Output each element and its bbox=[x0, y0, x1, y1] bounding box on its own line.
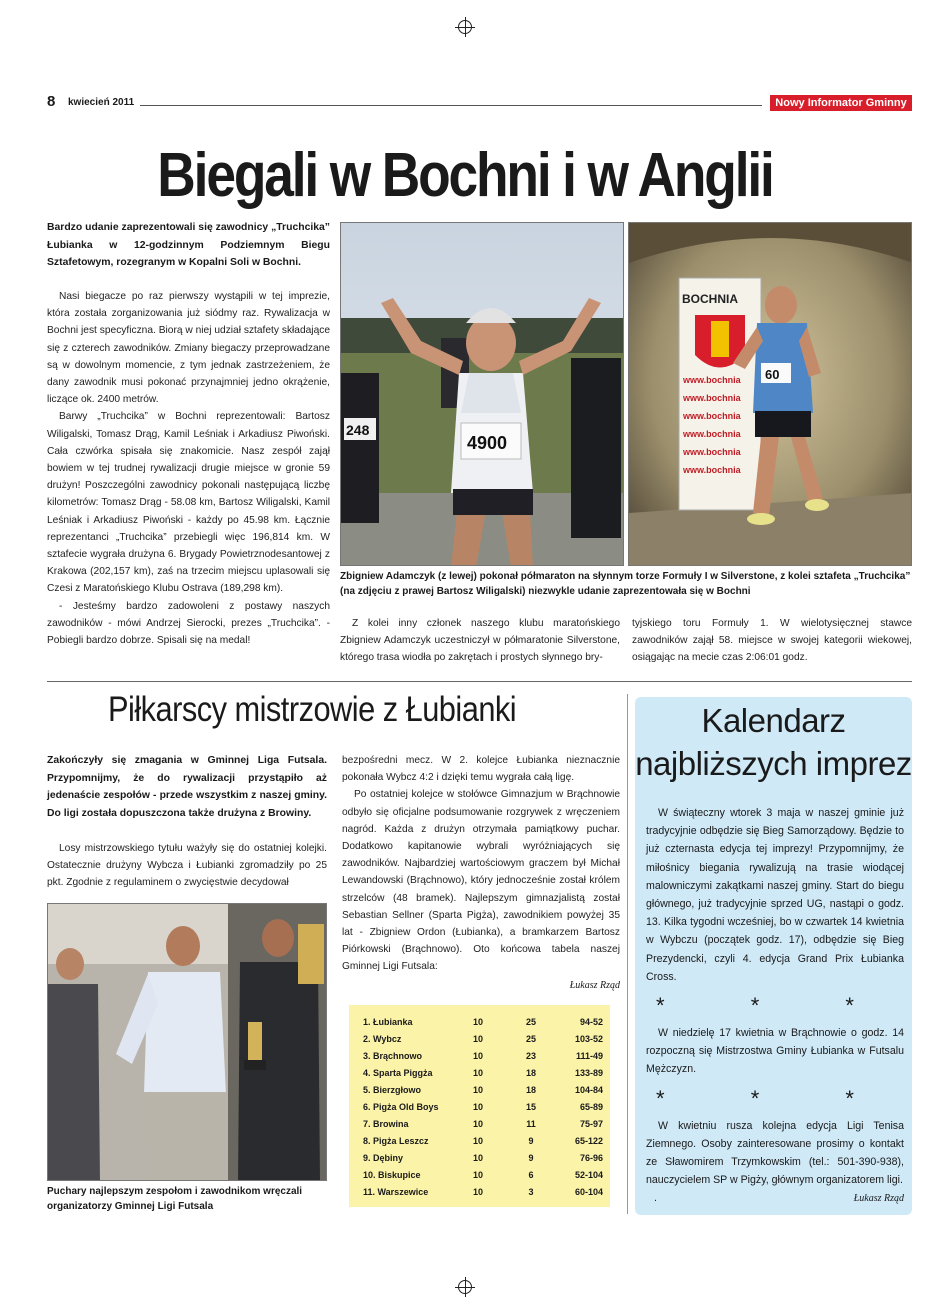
article-title-running: Biegali w Bochni i w Anglii bbox=[157, 141, 773, 210]
runner-bib-mine: 60 bbox=[765, 367, 780, 382]
paragraph: Barwy „Truchcika” w Bochni reprezentowali: Bartosz Wiligalski, Tomasz Drąg, Kamil Leśniak i Arkadiusz Piwoński. Cała czwórka spisała się znakomicie. Nasz zespół zajął bowiem w tej trudnej rywalizacji drugie miejsce w gronie 59 drużyn! Poszczególni zawodnicy pokonali następującą liczbę kilometrów: Tomasz Drąg - 58.08 km, Bartosz Wiligalski, Kamil Leśniak i Arkadiusz Piwoński - każdy po 45.98 km. Łącznie reprezentanci „Truchcika” przebiegli więc 196,814 km. W sztafecie wygrała drużyna 6. Brygady Powietrznodesantowej z Krakowa (202,157 km), zaś na trzecim miejscu uplasowali się Czesi z Maratońskiego Klubu Ostrava (189,298 km). bbox=[47, 411, 330, 595]
stars-separator: * * * bbox=[656, 1085, 894, 1111]
points: 18 bbox=[525, 1084, 536, 1095]
league-table-row bbox=[363, 1064, 603, 1081]
article-body-running bbox=[47, 288, 330, 649]
league-table-row bbox=[363, 1013, 603, 1030]
league-table-row bbox=[363, 1150, 603, 1167]
matches-played: 10 bbox=[473, 1187, 484, 1198]
publication-brand: Nowy Informator Gminny bbox=[770, 95, 912, 111]
paragraph: tyjskiego toru Formuły 1. W wielotysięcznej stawce zawodników zajął 58. miejsce w swojej kategorii wiekowej, osiągając na mecie czas 2:06:01 godz. bbox=[632, 618, 912, 664]
banner-url: www.bochnia bbox=[683, 429, 741, 439]
section-divider bbox=[47, 681, 912, 682]
goal-ratio: 111-49 bbox=[575, 1050, 603, 1061]
goal-ratio: 65-89 bbox=[579, 1102, 603, 1113]
goal-ratio: 133-89 bbox=[574, 1067, 603, 1078]
points: 15 bbox=[525, 1102, 536, 1113]
header-rule bbox=[140, 105, 762, 106]
calendar-dot: . bbox=[654, 1192, 657, 1205]
matches-played: 10 bbox=[473, 1050, 484, 1061]
calendar-title-line1: Kalendarz bbox=[701, 702, 846, 739]
goal-ratio: 94-52 bbox=[579, 1016, 603, 1027]
goal-ratio: 103-52 bbox=[574, 1033, 603, 1044]
team-name: 11. Warszewice bbox=[363, 1187, 429, 1198]
calendar-body bbox=[646, 804, 904, 1207]
photo-futsal-awards bbox=[47, 903, 327, 1181]
banner-url: www.bochnia bbox=[683, 411, 741, 421]
matches-played: 10 bbox=[473, 1016, 484, 1027]
matches-played: 10 bbox=[473, 1102, 484, 1113]
team-name: 1. Łubianka bbox=[363, 1016, 413, 1027]
calendar-box bbox=[635, 697, 912, 1215]
goal-ratio: 104-84 bbox=[574, 1084, 603, 1095]
calendar-item-run: W świąteczny wtorek 3 maja w naszej gminie już tradycyjnie odbędzie się Bieg Samorządowy. Będzie to już czternasta edycja tej imprezy! Przypomnijmy, że miłośnicy biegania rywalizują na trasie wiodącej malowniczymi zakątkami naszej gminy. Start do biegu głównego, już tradycyjnie sprzed UG, nastąpi o godz. 13. Kilka tygodni wcześniej, bo w czwartek 14 kwietnia w Wybczu (początek godz. 17), odbędzie się Bieg Prezydencki, czyli 4. edycja Grand Prix Łubianka Cross. bbox=[646, 807, 904, 983]
matches-played: 10 bbox=[473, 1153, 484, 1164]
team-name: 8. Pigża Leszcz bbox=[363, 1136, 429, 1147]
goal-ratio: 65-122 bbox=[574, 1136, 603, 1147]
team-name: 5. Bierzgłowo bbox=[363, 1084, 422, 1095]
league-table-row bbox=[363, 1184, 603, 1201]
article-lead-football: Zakończyły się zmagania w Gminnej Liga Futsala. Przypomnijmy, że do rywalizacji przystąpiło aż jedenaście zespołów - przede wszystkim z naszej gminy. Do ligi została dopuszczona także drużyna z Browiny. bbox=[47, 755, 327, 819]
runner-bib-left: 248 bbox=[346, 422, 370, 438]
league-table-row bbox=[363, 1133, 603, 1150]
banner-url: www.bochnia bbox=[683, 375, 741, 385]
team-name: 6. Pigża Old Boys bbox=[363, 1102, 439, 1113]
photo-marathon-runners-image bbox=[341, 223, 624, 566]
calendar-title-line2: najbliższych imprez bbox=[635, 745, 912, 782]
goal-ratio: 76-96 bbox=[579, 1153, 603, 1164]
photo-salt-mine-run-image bbox=[629, 223, 912, 566]
paragraph: Nasi biegacze po raz pierwszy wystąpili w tej imprezie, która została zorganizowania już siódmy raz. Rywalizacja w Bochni jest specyficzna. Biorą w niej udział sztafety składające się z czterech zawodników. Zmiany biegaczy przeprowadzane są w dowolnym momencie, z tym jednak zastrzeżeniem, że dany zawodnik musi pokonać przynajmniej jedno okrążenie, liczące ok. 2400 metrów. bbox=[47, 291, 330, 406]
article-lead-running: Bardzo udanie zaprezentowali się zawodnicy „Truchcika” Łubianka w 12-godzinnym Podziemnym Biegu Sztafetowym, rozegranym w Kopalni Soli w Bochni. bbox=[47, 222, 330, 268]
matches-played: 10 bbox=[473, 1067, 484, 1078]
matches-played: 10 bbox=[473, 1119, 484, 1130]
page-number: 8 bbox=[47, 93, 56, 110]
matches-played: 10 bbox=[473, 1084, 484, 1095]
league-table-row bbox=[363, 1030, 603, 1047]
calendar-item-futsal: W niedzielę 17 kwietnia w Brąchnowie o godz. 14 rozpoczną się Mistrzostwa Gminy Łubianka w Futsalu Mężczyzn. bbox=[646, 1027, 904, 1076]
league-table-row bbox=[363, 1098, 603, 1115]
article-title-football: Piłkarscy mistrzowie z Łubianki bbox=[108, 690, 517, 729]
photo-marathon-runners bbox=[340, 222, 624, 566]
article-body-football bbox=[47, 840, 327, 892]
banner-url: www.bochnia bbox=[683, 465, 741, 475]
article-body-running-cont1 bbox=[340, 615, 620, 667]
goal-ratio: 75-97 bbox=[579, 1119, 603, 1130]
paragraph: - Jesteśmy bardzo zadowoleni z postawy naszych zawodników - mówi Andrzej Sierocki, prezes „Truchcika”. - Pobiegli bardzo dobrze. Spisali się na medal! bbox=[47, 600, 330, 647]
points: 11 bbox=[526, 1119, 536, 1130]
matches-played: 10 bbox=[473, 1170, 484, 1181]
banner-url: www.bochnia bbox=[683, 393, 741, 403]
registration-mark-bottom bbox=[458, 1280, 472, 1294]
paragraph: Losy mistrzowskiego tytułu ważyły się do ostatniej kolejki. Ostatecznie drużyny Wybcza i Łubianki zgromadziły po 25 pkt. Zgodnie z regulaminem o zwycięstwie decydował bbox=[47, 843, 327, 889]
team-name: 9. Dębiny bbox=[363, 1153, 404, 1164]
goal-ratio: 60-104 bbox=[574, 1187, 603, 1198]
photo-caption-football: Puchary najlepszym zespołom i zawodnikom wręczali organizatorzy Gminnej Ligi Futsala bbox=[47, 1186, 303, 1212]
points: 9 bbox=[528, 1153, 534, 1164]
banner-title: BOCHNIA bbox=[682, 292, 738, 306]
league-table-row bbox=[363, 1116, 603, 1133]
league-table-row bbox=[363, 1047, 603, 1064]
team-name: 2. Wybcz bbox=[363, 1033, 402, 1044]
photo-salt-mine-run bbox=[628, 222, 912, 566]
article-body-running-cont2 bbox=[632, 615, 912, 667]
team-name: 7. Browina bbox=[363, 1119, 409, 1130]
banner-url: www.bochnia bbox=[683, 447, 741, 457]
column-divider bbox=[627, 694, 628, 1214]
registration-mark-top bbox=[458, 20, 472, 34]
paragraph: Po ostatniej kolejce w stołówce Gimnazjum w Brąchnowie odbyło się oficjalne podsumowanie rozgrywek z wręczeniem nagród. Każda z drużyn otrzymała pamiątkowy puchar. Dodatkowo kapitanowie wybrali wyróżniających się zawodników. Najbardziej wartościowym graczem był Michał Lewandowski (Brąchnowo), który jednocześnie został królem strzelców (48 bramek). Najlepszym gimnazjalistą został Sebastian Sellner (Sparta Pigża), zawodnikiem powyżej 35 lat - Zbigniew Ordon (Łubianka), a bramkarzem Bartosz Piórkowski (Brąchnowo). Oto końcowa tabela naszej Gminnej Ligi Futsala: bbox=[342, 789, 620, 973]
points: 25 bbox=[525, 1033, 536, 1044]
points: 9 bbox=[528, 1136, 534, 1147]
points: 23 bbox=[525, 1050, 536, 1061]
calendar-item-tennis: W kwietniu rusza kolejna edycja Ligi Tenisa Ziemnego. Osoby zainteresowane prosimy o kontakt ze Sławomirem Trzymkowskim (tel.: 501-390-938), nauczycielem SP w Pigży, głównym organizatorem ligi. bbox=[646, 1119, 904, 1187]
photo-caption-running: Zbigniew Adamczyk (z lewej) pokonał półmaraton na słynnym torze Formuły I w Silverstone, z kolei sztafeta „Truchcika” (na zdjęciu z prawej Bartosz Wiligalski) niezwykle udanie zaprezentowała się w Bochni bbox=[340, 571, 911, 597]
goal-ratio: 52-104 bbox=[574, 1170, 603, 1181]
matches-played: 10 bbox=[473, 1136, 484, 1147]
paragraph: bezpośredni mecz. W 2. kolejce Łubianka nieznacznie pokonała Wybcz 4:2 i dzięki temu wygrała całą ligę. bbox=[342, 755, 620, 784]
points: 25 bbox=[525, 1016, 536, 1027]
author-signature-calendar: Łukasz Rząd bbox=[853, 1193, 904, 1205]
team-name: 3. Brąchnowo bbox=[363, 1050, 423, 1061]
league-table-box bbox=[349, 1005, 610, 1207]
stars-separator: * * * bbox=[656, 993, 894, 1019]
runner-bib-main: 4900 bbox=[467, 433, 508, 453]
paragraph: Z kolei inny członek naszego klubu maratońskiego Zbigniew Adamczyk uczestniczył w półmaratonie Silverstone, którego trasa wiodła po zakrętach i prostych słynnego bry- bbox=[340, 618, 620, 664]
league-table-row bbox=[363, 1081, 603, 1098]
points: 6 bbox=[528, 1170, 534, 1181]
photo-futsal-awards-image bbox=[48, 904, 327, 1181]
league-table-row bbox=[363, 1167, 603, 1184]
author-signature-football: Łukasz Rząd bbox=[569, 980, 620, 991]
team-name: 10. Biskupice bbox=[363, 1170, 421, 1181]
league-table bbox=[363, 1013, 603, 1201]
points: 18 bbox=[525, 1067, 536, 1078]
issue-date: kwiecień 2011 bbox=[68, 97, 135, 108]
article-body-football-cont bbox=[342, 752, 620, 976]
matches-played: 10 bbox=[473, 1033, 484, 1044]
team-name: 4. Sparta Piggża bbox=[363, 1067, 433, 1078]
points: 3 bbox=[528, 1187, 534, 1198]
